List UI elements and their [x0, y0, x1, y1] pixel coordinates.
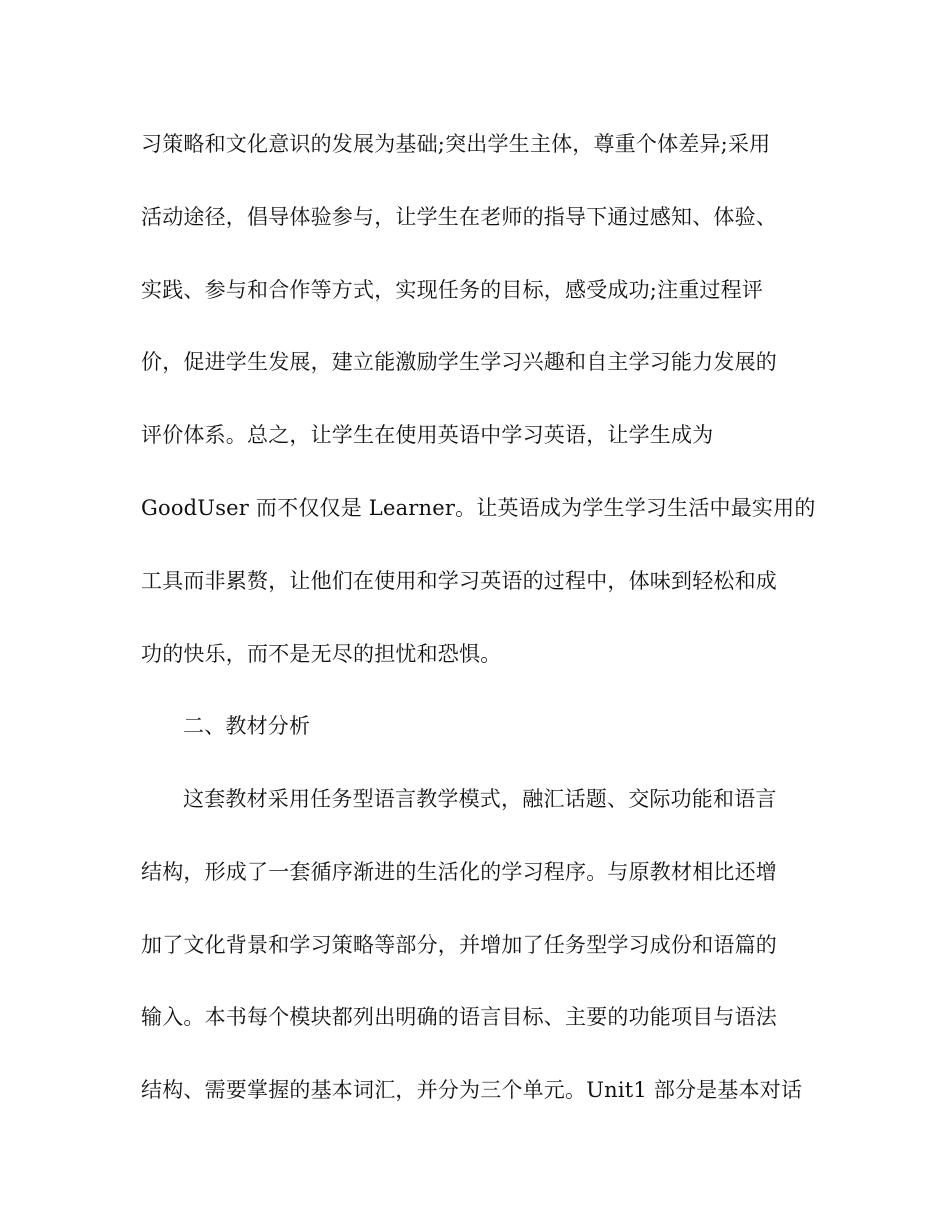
- section-heading: 二、教材分析: [183, 714, 311, 738]
- text-line: 结构、需要掌握的基本词汇，并分为三个单元。Unit1 部分是基本对话: [141, 1078, 803, 1102]
- text-line: 评价体系。总之，让学生在使用英语中学习英语，让学生成为: [141, 423, 714, 447]
- text-line: 活动途径，倡导体验参与，让学生在老师的指导下通过感知、体验、: [141, 205, 777, 229]
- text-line: 这套教材采用任务型语言教学模式，融汇话题、交际功能和语言: [183, 787, 777, 811]
- text-line: 加了文化背景和学习策略等部分，并增加了任务型学习成份和语篇的: [141, 933, 777, 957]
- text-line: GoodUser 而不仅仅是 Learner。让英语成为学生学习生活中最实用的: [141, 496, 816, 520]
- text-line: 功的快乐，而不是无尽的担忧和恐惧。: [141, 642, 502, 666]
- text-line: 工具而非累赘，让他们在使用和学习英语的过程中，体味到轻松和成: [141, 569, 777, 593]
- text-line: 输入。本书每个模块都列出明确的语言目标、主要的功能项目与语法: [141, 1005, 777, 1029]
- text-line: 习策略和文化意识的发展为基础;突出学生主体，尊重个体差异;采用: [141, 132, 771, 156]
- text-line: 结构，形成了一套循序渐进的生活化的学习程序。与原教材相比还增: [141, 860, 777, 884]
- text-line: 价，促进学生发展，建立能激励学生学习兴趣和自主学习能力发展的: [141, 350, 777, 374]
- text-line: 实践、参与和合作等方式，实现任务的目标，感受成功;注重过程评: [141, 278, 764, 302]
